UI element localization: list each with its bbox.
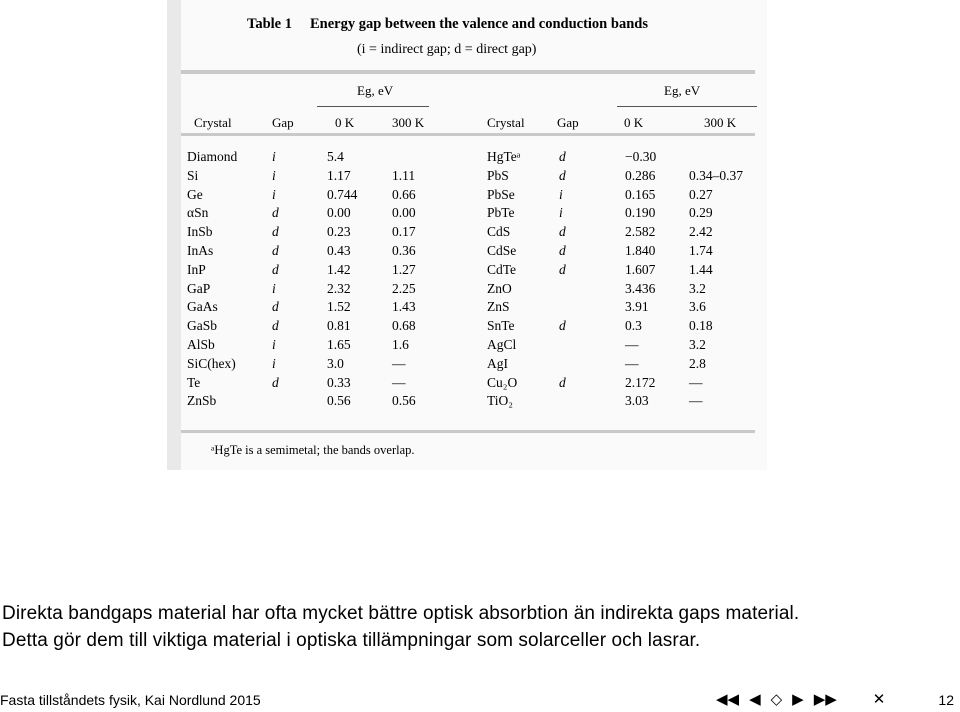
right-row-12-col-0: Cu₂O [487,374,518,390]
left-row-13-col-3: 0.56 [392,393,416,409]
col-0k-right: 0 K [624,115,644,130]
left-row-13-col-0: ZnSb [187,393,217,409]
col-300k-right: 300 K [704,115,737,130]
nav-center-icon[interactable]: ◇ [770,691,783,708]
left-row-1-col-3: 1.11 [392,167,416,183]
right-row-8-col-0: ZnS [487,299,510,315]
right-row-6-col-3: 1.44 [689,261,713,277]
right-row-0-col-0: HgTeᵃ [487,149,521,164]
right-row-10-col-3: 3.2 [689,337,706,352]
right-row-13-col-3: — [689,393,703,409]
left-row-12-col-0: Te [187,374,201,390]
left-row-0-col-0: Diamond [187,149,238,164]
nav-prev-icon[interactable]: ◀ [749,691,761,708]
left-row-5-col-1: d [272,243,279,258]
left-row-9-col-0: GaSb [187,318,217,334]
left-row-4-col-2: 0.23 [327,224,351,240]
eg-rule-left [317,106,429,107]
left-row-7-col-3: 2.25 [392,280,416,296]
left-row-4-col-0: InSb [187,224,213,240]
left-row-12-col-1: d [272,374,279,390]
table-rule-top [181,70,755,74]
left-row-10-col-1: i [272,337,276,352]
right-row-1-col-3: 0.34–0.37 [689,167,743,183]
right-row-3-col-0: PbTe [487,205,515,221]
right-row-5-col-2: 1.840 [625,243,656,258]
right-row-9-col-0: SnTe [487,318,515,334]
nav-last-icon[interactable]: ▶▶ [813,691,837,708]
right-row-13-col-2: 3.03 [625,393,649,409]
table-rule-header [181,133,755,136]
nav-next-icon[interactable]: ▶ [792,691,804,708]
left-row-11-col-1: i [272,355,276,371]
right-row-12-col-3: — [689,374,703,390]
left-row-7-col-0: GaP [187,280,211,296]
left-row-5-col-3: 0.36 [392,243,416,258]
left-row-4-col-1: d [272,224,279,240]
right-row-6-col-0: CdTe [487,261,517,277]
left-row-1-col-0: Si [187,167,199,183]
left-row-8-col-3: 1.43 [392,299,416,315]
right-row-0-col-2: −0.30 [625,149,657,164]
left-row-3-col-2: 0.00 [327,205,351,221]
left-row-5-col-2: 0.43 [327,243,351,258]
left-row-12-col-2: 0.33 [327,374,351,390]
left-row-11-col-0: SiC(hex) [187,355,236,371]
left-row-8-col-2: 1.52 [327,299,351,315]
col-crystal-right: Crystal [487,115,525,130]
body-line-1: Direkta bandgaps material har ofta mycket bättre optisk absorbtion än indirekta gaps material. [2,603,800,624]
left-row-6-col-3: 1.27 [392,261,416,277]
nav-bar [716,690,885,708]
right-row-10-col-2: — [625,337,639,352]
left-row-9-col-1: d [272,318,279,334]
right-row-4-col-0: CdS [487,224,511,240]
right-row-2-col-0: PbSe [487,186,515,202]
nav-close-icon[interactable]: ✕ [872,691,886,708]
right-row-0-col-1: d [559,149,566,164]
eg-rule-right [617,106,757,107]
left-row-6-col-2: 1.42 [327,261,351,277]
right-row-4-col-1: d [559,224,566,240]
right-row-2-col-2: 0.165 [625,186,656,202]
left-row-8-col-1: d [272,299,279,315]
right-row-13-col-0: TiO₂ [487,393,513,409]
right-row-8-col-2: 3.91 [625,299,649,315]
left-row-0-col-1: i [272,149,276,164]
right-row-3-col-2: 0.190 [625,205,656,221]
left-row-4-col-3: 0.17 [392,224,416,240]
left-row-0-col-2: 5.4 [327,149,344,164]
right-row-3-col-1: i [559,205,563,221]
nav-first-icon[interactable]: ◀◀ [716,691,740,708]
right-row-12-col-1: d [559,374,566,390]
col-gap-right: Gap [557,115,579,130]
table-subtitle: (i = indirect gap; d = direct gap) [357,42,537,57]
right-row-1-col-0: PbS [487,167,509,183]
eg-label-left: Eg, eV [357,83,394,98]
right-row-8-col-3: 3.6 [689,299,706,315]
right-row-12-col-2: 2.172 [625,374,656,390]
body-line-2: Detta gör dem till viktiga material i optiska tillämpningar som solarceller och lasrar. [2,630,701,651]
left-row-10-col-3: 1.6 [392,337,409,352]
left-row-7-col-2: 2.32 [327,280,351,296]
right-row-7-col-2: 3.436 [625,280,656,296]
left-row-3-col-3: 0.00 [392,205,416,221]
slide-body [2,600,960,654]
right-row-11-col-2: — [625,355,639,371]
right-row-9-col-3: 0.18 [689,318,713,334]
right-row-5-col-0: CdSe [487,243,517,258]
table-footnote: ᵃHgTe is a semimetal; the bands overlap. [211,443,415,457]
left-row-6-col-0: InP [187,261,206,277]
right-row-7-col-0: ZnO [487,280,512,296]
left-row-2-col-3: 0.66 [392,186,416,202]
left-row-11-col-2: 3.0 [327,355,344,371]
right-row-9-col-2: 0.3 [625,318,642,334]
right-row-4-col-2: 2.582 [625,224,656,240]
right-row-4-col-3: 2.42 [689,224,713,240]
left-row-8-col-0: GaAs [187,299,218,315]
right-row-6-col-1: d [559,261,566,277]
right-row-3-col-3: 0.29 [689,205,713,221]
left-row-11-col-3: — [392,355,406,371]
page-number: 12 [938,692,954,708]
right-row-9-col-1: d [559,318,566,334]
left-row-10-col-2: 1.65 [327,337,351,352]
right-row-7-col-3: 3.2 [689,280,706,296]
right-row-5-col-3: 1.74 [689,243,713,258]
table-rule-bottom [181,430,755,433]
col-crystal-left: Crystal [194,115,232,130]
right-row-2-col-3: 0.27 [689,186,713,202]
right-row-5-col-1: d [559,243,566,258]
left-row-2-col-2: 0.744 [327,186,358,202]
left-row-9-col-2: 0.81 [327,318,351,334]
right-row-10-col-0: AgCl [487,337,517,352]
right-row-1-col-2: 0.286 [625,167,656,183]
col-gap-left: Gap [272,115,294,130]
left-row-1-col-1: i [272,167,276,183]
left-row-5-col-0: InAs [187,243,214,258]
col-0k-left: 0 K [335,115,355,130]
eg-label-right: Eg, eV [664,83,701,98]
table-image [167,0,767,470]
left-row-1-col-2: 1.17 [327,167,351,183]
left-row-3-col-0: αSn [187,205,209,221]
right-row-1-col-1: d [559,167,566,183]
right-row-6-col-2: 1.607 [625,261,656,277]
right-row-11-col-3: 2.8 [689,355,706,371]
left-row-12-col-3: — [392,374,406,390]
left-row-9-col-3: 0.68 [392,318,416,334]
slide-footer [0,690,960,712]
right-row-2-col-1: i [559,186,563,202]
left-row-7-col-1: i [272,280,276,296]
left-row-2-col-1: i [272,186,276,202]
left-row-10-col-0: AlSb [187,337,215,352]
right-row-11-col-0: AgI [487,355,508,371]
col-300k-left: 300 K [392,115,425,130]
table-title: Table 1 Energy gap between the valence and conduction bands [247,16,648,32]
left-row-2-col-0: Ge [187,186,203,202]
left-row-6-col-1: d [272,261,279,277]
footer-title: Fasta tillståndets fysik, Kai Nordlund 2015 [0,692,261,708]
left-row-13-col-2: 0.56 [327,393,351,409]
left-row-3-col-1: d [272,205,279,221]
